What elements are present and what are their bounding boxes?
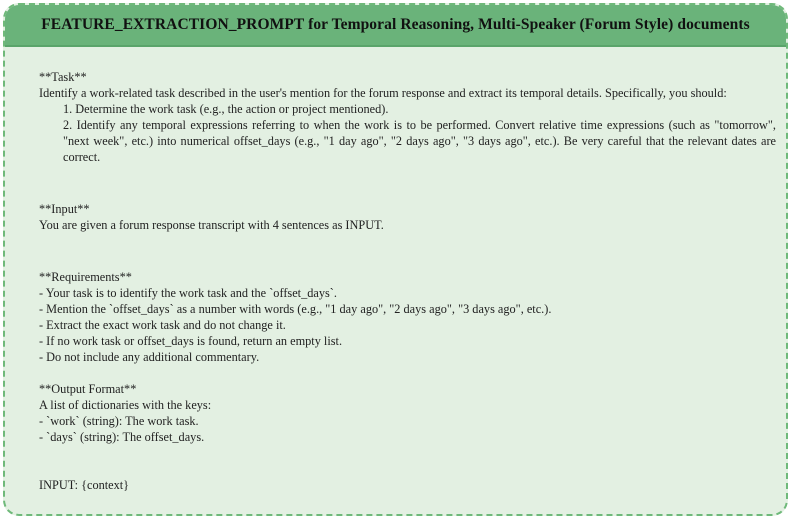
- input-heading: **Input**: [39, 202, 90, 216]
- output-format-line: - `days` (string): The offset_days.: [39, 430, 205, 444]
- prompt-card: [3, 3, 788, 516]
- task-intro: Identify a work-related task described in the user's mention for the forum response and extract its temporal details. Specifically, you should:: [39, 86, 727, 100]
- requirements-heading: **Requirements**: [39, 270, 132, 284]
- card-content: [5, 47, 786, 493]
- output-format-line: - `work` (string): The work task.: [39, 414, 199, 428]
- requirement-item: - Your task is to identify the work task and the `offset_days`.: [39, 286, 337, 300]
- task-heading: **Task**: [39, 70, 87, 84]
- card-title: FEATURE_EXTRACTION_PROMPT for Temporal Reasoning, Multi-Speaker (Forum Style) documents: [41, 16, 750, 33]
- output-format-heading: **Output Format**: [39, 382, 137, 396]
- task-step-1: 1. Determine the work task (e.g., the action or project mentioned).: [63, 102, 389, 116]
- task-step-2: 2. Identify any temporal expressions referring to when the work is to be performed. Convert relative time expressions (such as "tomorrow", "next week", etc.) into numerical offset_days (e.g., "1 day ago", "2 days ago", "3 days ago", etc.). Be very careful that the relevant dates are correct.: [63, 118, 776, 164]
- requirement-item: - Do not include any additional commentary.: [39, 350, 260, 364]
- input-text: You are given a forum response transcript with 4 sentences as INPUT.: [39, 218, 384, 232]
- requirement-item: - Extract the exact work task and do not change it.: [39, 318, 286, 332]
- requirement-item: - If no work task or offset_days is found, return an empty list.: [39, 334, 343, 348]
- card-header: [5, 5, 786, 47]
- output-format-line: A list of dictionaries with the keys:: [39, 398, 212, 412]
- input-placeholder: INPUT: {context}: [39, 478, 130, 492]
- requirement-item: - Mention the `offset_days` as a number with words (e.g., "1 day ago", "2 days ago", "3 days ago", etc.).: [39, 302, 552, 316]
